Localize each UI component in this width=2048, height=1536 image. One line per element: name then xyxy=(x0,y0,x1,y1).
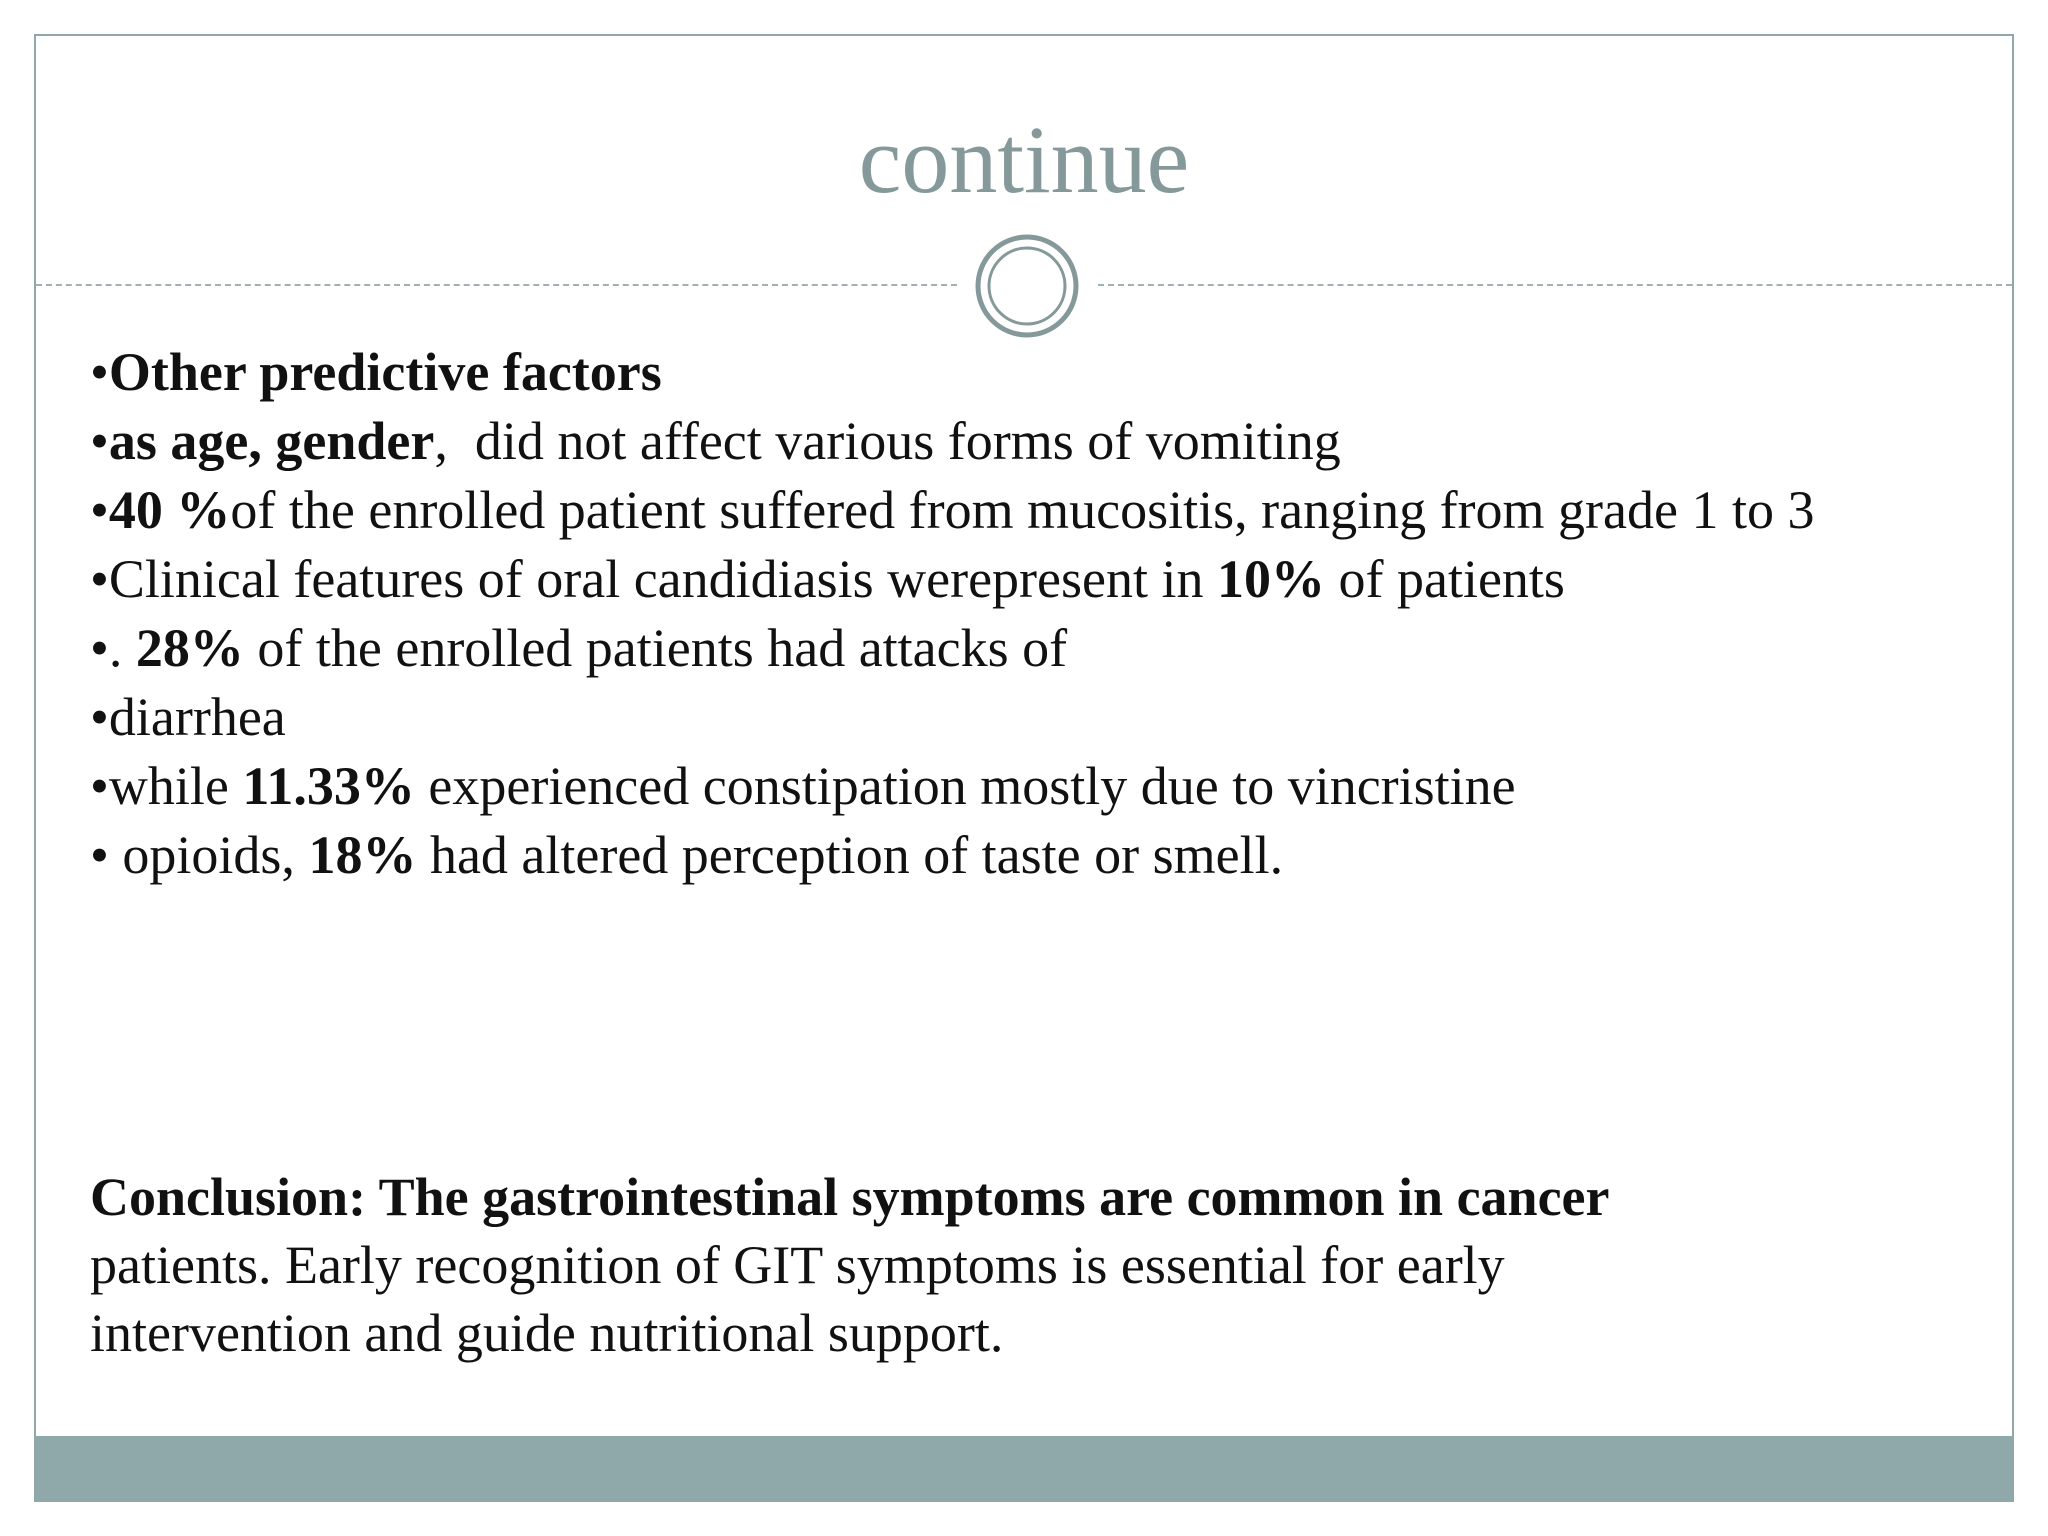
bullet-item: •Other predictive factors xyxy=(90,342,662,402)
double-circle-icon xyxy=(974,233,1080,339)
conclusion-paragraph xyxy=(90,1163,2030,1367)
conclusion-line: patients. Early recognition of GIT symptoms is essential for early xyxy=(90,1235,1505,1295)
bullet-item: •. 28% of the enrolled patients had attacks of xyxy=(90,618,1068,678)
title-divider-right xyxy=(1098,284,2012,286)
bullet-item: •40 %of the enrolled patient suffered from mucositis, ranging from grade 1 to 3 xyxy=(90,480,1815,540)
bullet-item: •as age, gender, did not affect various forms of vomiting xyxy=(90,411,1341,471)
bullet-item: •Clinical features of oral candidiasis werepresent in 10% of patients xyxy=(90,549,1565,609)
bullet-list xyxy=(90,338,2030,890)
conclusion-line: intervention and guide nutritional support. xyxy=(90,1303,1004,1363)
title-divider-left xyxy=(36,284,957,286)
bullet-item: •diarrhea xyxy=(90,687,286,747)
slide-title: continue xyxy=(858,106,1190,213)
footer-accent-band xyxy=(34,1436,2014,1502)
bullet-item: •while 11.33% experienced constipation mostly due to vincristine xyxy=(90,756,1516,816)
conclusion-lead: Conclusion: The gastrointestinal symptoms are common in cancer xyxy=(90,1167,1610,1227)
bullet-item: • opioids, 18% had altered perception of taste or smell. xyxy=(90,825,1284,885)
